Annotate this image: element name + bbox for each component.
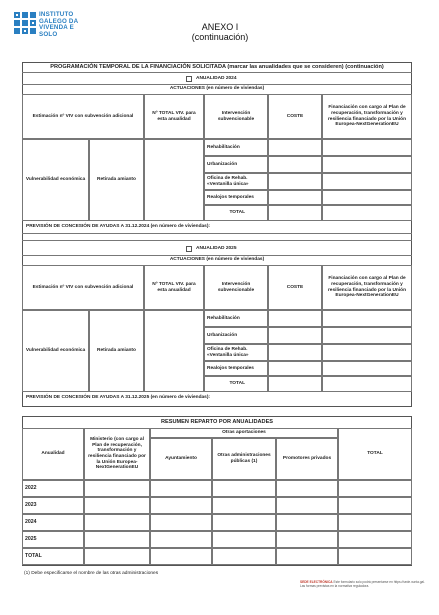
row-urbanizacion-2025: Urbanización <box>204 327 268 344</box>
promotores-header: Promotores privados <box>276 438 338 480</box>
resumen-value-cell[interactable] <box>276 514 338 531</box>
fin-total-2025[interactable] <box>322 376 412 392</box>
sede-label: SEDE ELECTRÓNICA <box>300 580 333 584</box>
coste-oficina-2024[interactable] <box>268 173 322 190</box>
fin-oficina-2024[interactable] <box>322 173 412 190</box>
total-header: TOTAL <box>338 428 412 480</box>
sede-text: Este formulario solo podrá presentarse en https://sede.xunta.gal. Las formas previstas en la normativa reguladora. <box>300 580 425 588</box>
resumen-value-cell[interactable] <box>276 548 338 565</box>
otras-aportaciones-header: Otras aportaciones <box>150 428 338 438</box>
coste-oficina-2025[interactable] <box>268 344 322 361</box>
anualidad-header: Anualidad <box>22 428 84 480</box>
resumen-value-cell[interactable] <box>84 480 150 497</box>
annex-heading <box>150 22 290 42</box>
resumen-value-cell[interactable] <box>212 548 276 565</box>
total-viv-input-2024[interactable] <box>144 139 204 221</box>
annuality-2024-label: ANUALIDAD 2024 <box>196 76 237 81</box>
prevision-2024: PREVISIÓN DE CONCESIÓN DE AYUDAS A 31.12.2024 (en número de viviendas): <box>26 224 211 229</box>
total-viv-header-2025: Nº TOTAL VIV. para esta anualidad <box>144 265 204 310</box>
otras-admin-header: Otras administraciones públicas (1) <box>212 438 276 480</box>
resumen-value-cell[interactable] <box>276 497 338 514</box>
annuality-2024-checkbox[interactable] <box>186 76 192 82</box>
fin-realojos-2025[interactable] <box>322 361 412 376</box>
actuaciones-2025-label: ACTUACIONES (en número de viviendas) <box>169 257 265 262</box>
resumen-value-cell[interactable] <box>276 480 338 497</box>
ayuntamiento-header: Ayuntamiento <box>150 438 212 480</box>
actuaciones-2024-label: ACTUACIONES (en número de viviendas) <box>169 86 265 91</box>
row-total-2025: TOTAL <box>204 376 268 392</box>
resumen-value-cell[interactable] <box>212 531 276 548</box>
resumen-value-cell[interactable] <box>338 531 412 548</box>
row-oficina-2025: Oficina de Rehab. «Ventanilla única» <box>204 344 268 361</box>
resumen-value-cell[interactable] <box>212 497 276 514</box>
retirada-amianto-2024: Retirada amianto <box>89 139 144 221</box>
estimacion-header-2024: Estimación nº VIV con subvención adicional <box>22 94 144 139</box>
xunta-logo-icon <box>14 12 36 34</box>
footnote: (1) Debe especificarse el nombre de las otras administraciones <box>24 571 159 576</box>
resumen-year-label: 2024 <box>22 514 84 531</box>
resumen-value-cell[interactable] <box>150 514 212 531</box>
resumen-value-cell[interactable] <box>150 531 212 548</box>
resumen-value-cell[interactable] <box>212 480 276 497</box>
logo-line-3: VIVENDA E SOLO <box>39 24 74 38</box>
fin-urbanizacion-2025[interactable] <box>322 327 412 344</box>
resumen-value-cell[interactable] <box>212 514 276 531</box>
row-urbanizacion-2024: Urbanización <box>204 156 268 173</box>
resumen-year-label: 2023 <box>22 497 84 514</box>
resumen-value-cell[interactable] <box>84 531 150 548</box>
annuality-2025-label: ANUALIDAD 2025 <box>196 246 237 251</box>
annuality-2025-checkbox[interactable] <box>186 246 192 252</box>
logo-text <box>39 12 88 38</box>
total-viv-header-2024: Nº TOTAL VIV. para esta anualidad <box>144 94 204 139</box>
total-viv-input-2025[interactable] <box>144 310 204 392</box>
resumen-value-cell[interactable] <box>338 480 412 497</box>
resumen-year-label: 2025 <box>22 531 84 548</box>
row-total-2024: TOTAL <box>204 205 268 221</box>
estimacion-header-2025: Estimación nº VIV con subvención adicional <box>22 265 144 310</box>
annex-title: ANEXO I <box>201 22 239 32</box>
financiacion-header-2025: Financiación con cargo al Plan de recuperación, transformación y resiliencia financiado por la Unión Europea-NextGenerationEU <box>322 265 412 310</box>
coste-urbanizacion-2025[interactable] <box>268 327 322 344</box>
coste-rehabilitacion-2024[interactable] <box>268 139 322 156</box>
resumen-value-cell[interactable] <box>84 548 150 565</box>
annex-subtitle: (continuación) <box>191 32 249 42</box>
resumen-value-cell[interactable] <box>338 514 412 531</box>
fin-rehabilitacion-2025[interactable] <box>322 310 412 327</box>
fin-urbanizacion-2024[interactable] <box>322 156 412 173</box>
row-rehabilitacion-2025: Rehabilitación <box>204 310 268 327</box>
ministerio-header: Ministerio (con cargo al Plan de recuperación, transformación y resiliencia financiado por la Unión Europea-NextGenerationEU <box>84 428 150 480</box>
fin-oficina-2025[interactable] <box>322 344 412 361</box>
logo-line-1: INSTITUTO <box>39 11 74 18</box>
intervencion-header-2025: Intervención subvencionable <box>204 265 268 310</box>
resumen-value-cell[interactable] <box>276 531 338 548</box>
coste-realojos-2024[interactable] <box>268 190 322 205</box>
vulnerabilidad-2024: Vulnerabilidad económica <box>22 139 89 221</box>
resumen-value-cell[interactable] <box>150 480 212 497</box>
resumen-value-cell[interactable] <box>150 497 212 514</box>
coste-header-2025: COSTE <box>268 265 322 310</box>
resumen-value-cell[interactable] <box>150 548 212 565</box>
fin-rehabilitacion-2024[interactable] <box>322 139 412 156</box>
row-rehabilitacion-2024: Rehabilitación <box>204 139 268 156</box>
coste-rehabilitacion-2025[interactable] <box>268 310 322 327</box>
resumen-year-label: TOTAL <box>22 548 84 565</box>
resumen-value-cell[interactable] <box>84 514 150 531</box>
resumen-value-cell[interactable] <box>338 548 412 565</box>
intervencion-header-2024: Intervención subvencionable <box>204 94 268 139</box>
row-realojos-2024: Realojos temporales <box>204 190 268 205</box>
financiacion-header-2024: Financiación con cargo al Plan de recuperación, transformación y resiliencia financiado por la Unión Europea-NextGenerationEU <box>322 94 412 139</box>
programacion-title: PROGRAMACIÓN TEMPORAL DE LA FINANCIACIÓN SOLICITADA (marcar las anualidades que se consideren) (continuación) <box>50 64 384 70</box>
coste-urbanizacion-2024[interactable] <box>268 156 322 173</box>
resumen-value-cell[interactable] <box>84 497 150 514</box>
resumen-value-cell[interactable] <box>338 497 412 514</box>
row-oficina-2024: Oficina de Rehab. «Ventanilla única» <box>204 173 268 190</box>
coste-total-2025[interactable] <box>268 376 322 392</box>
fin-total-2024[interactable] <box>322 205 412 221</box>
vulnerabilidad-2025: Vulnerabilidad económica <box>22 310 89 392</box>
institution-logo <box>14 11 88 49</box>
coste-header-2024: COSTE <box>268 94 322 139</box>
logo-line-2: GALEGO DA <box>39 17 79 25</box>
coste-total-2024[interactable] <box>268 205 322 221</box>
resumen-title: RESUMEN REPARTO POR ANUALIDADES <box>160 419 274 425</box>
fin-realojos-2024[interactable] <box>322 190 412 205</box>
resumen-year-label: 2022 <box>22 480 84 497</box>
row-realojos-2025: Realojos temporales <box>204 361 268 376</box>
prevision-2025: PREVISIÓN DE CONCESIÓN DE AYUDAS A 31.12.2025 (en número de viviendas): <box>26 395 211 400</box>
coste-realojos-2025[interactable] <box>268 361 322 376</box>
retirada-amianto-2025: Retirada amianto <box>89 310 144 392</box>
footer-sede <box>300 581 430 589</box>
